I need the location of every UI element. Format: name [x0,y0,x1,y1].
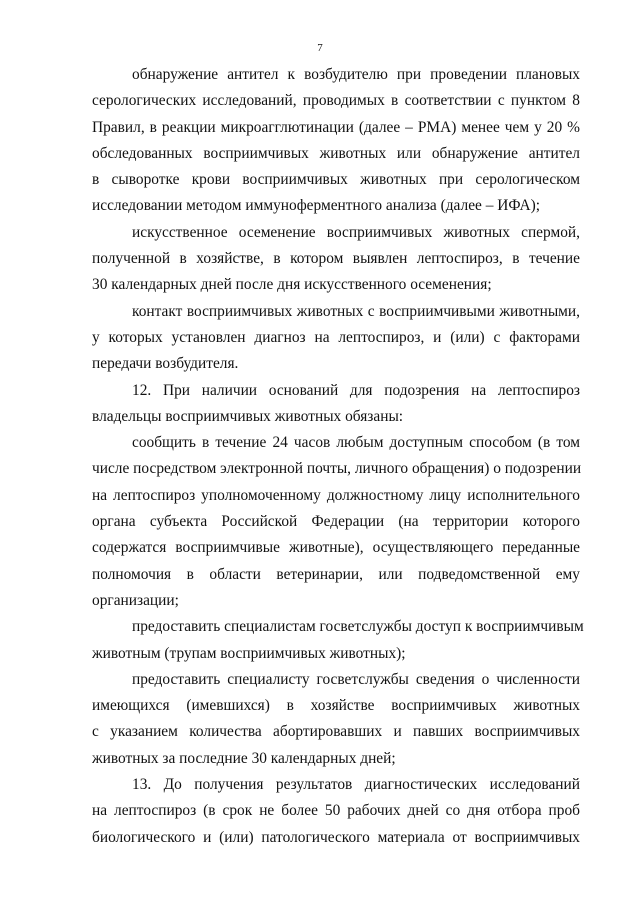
text-line: искусственное осеменение восприимчивых животных спермой, [132,223,580,241]
text-line: в сыворотке крови восприимчивых животных при серологическом [92,171,580,189]
body-text [92,62,584,851]
text-line: передачи возбудителя. [92,355,239,373]
text-line: серологических исследований, проводимых в соответствии с пунктом 8 [92,92,580,110]
text-line: полученной в хозяйстве, в котором выявлен лептоспироз, в течение [92,250,580,268]
text-line: сообщить в течение 24 часов любым доступным способом (в том [132,434,580,452]
text-line: биологического и (или) патологического материала от восприимчивых [92,828,580,846]
text-line: Правил, в реакции микроагглютинации (далее – РМА) менее чем у 20 % [92,118,580,136]
text-line: контакт восприимчивых животных с восприимчивыми животными, [132,302,580,320]
text-line: содержатся восприимчивые животные), осуществляющего переданные [92,539,580,557]
text-line: животных за последние 30 календарных дней; [92,749,396,767]
text-line: владельцы восприимчивых животных обязаны: [92,407,404,425]
text-line: 13. До получения результатов диагностических исследований [132,776,580,794]
text-line: предоставить специалисту госветслужбы сведения о численности [132,670,580,688]
text-line: органа субъекта Российской Федерации (на территории которого [92,513,580,531]
text-line: на лептоспироз уполномоченному должностному лицу исполнительного [92,486,580,504]
text-line: имеющихся (имевшихся) в хозяйстве восприимчивых животных [92,697,580,715]
text-line: предоставить специалистам госветслужбы доступ к восприимчивым [132,618,584,636]
text-line: исследовании методом иммуноферментного анализа (далее – ИФА); [92,197,541,215]
text-line: полномочия в области ветеринарии, или подведомственной ему [92,565,580,583]
page-number: 7 [317,42,323,54]
text-line: числе посредством электронной почты, личного обращения) о подозрении [92,460,582,478]
text-line: организации; [92,591,179,609]
text-line: на лептоспироз (в срок не более 50 рабочих дней со дня отбора проб [92,802,580,820]
text-line: 30 календарных дней после дня искусственного осеменения; [92,276,492,294]
text-line: обследованных восприимчивых животных или обнаружение антител [92,144,580,162]
text-line: животным (трупам восприимчивых животных); [92,644,406,662]
text-line: у которых установлен диагноз на лептоспироз, и (или) с факторами [92,328,580,346]
text-line: с указанием количества абортировавших и павших восприимчивых [92,723,580,741]
text-line: 12. При наличии оснований для подозрения на лептоспироз [132,381,580,399]
text-line: обнаружение антител к возбудителю при проведении плановых [132,66,580,83]
